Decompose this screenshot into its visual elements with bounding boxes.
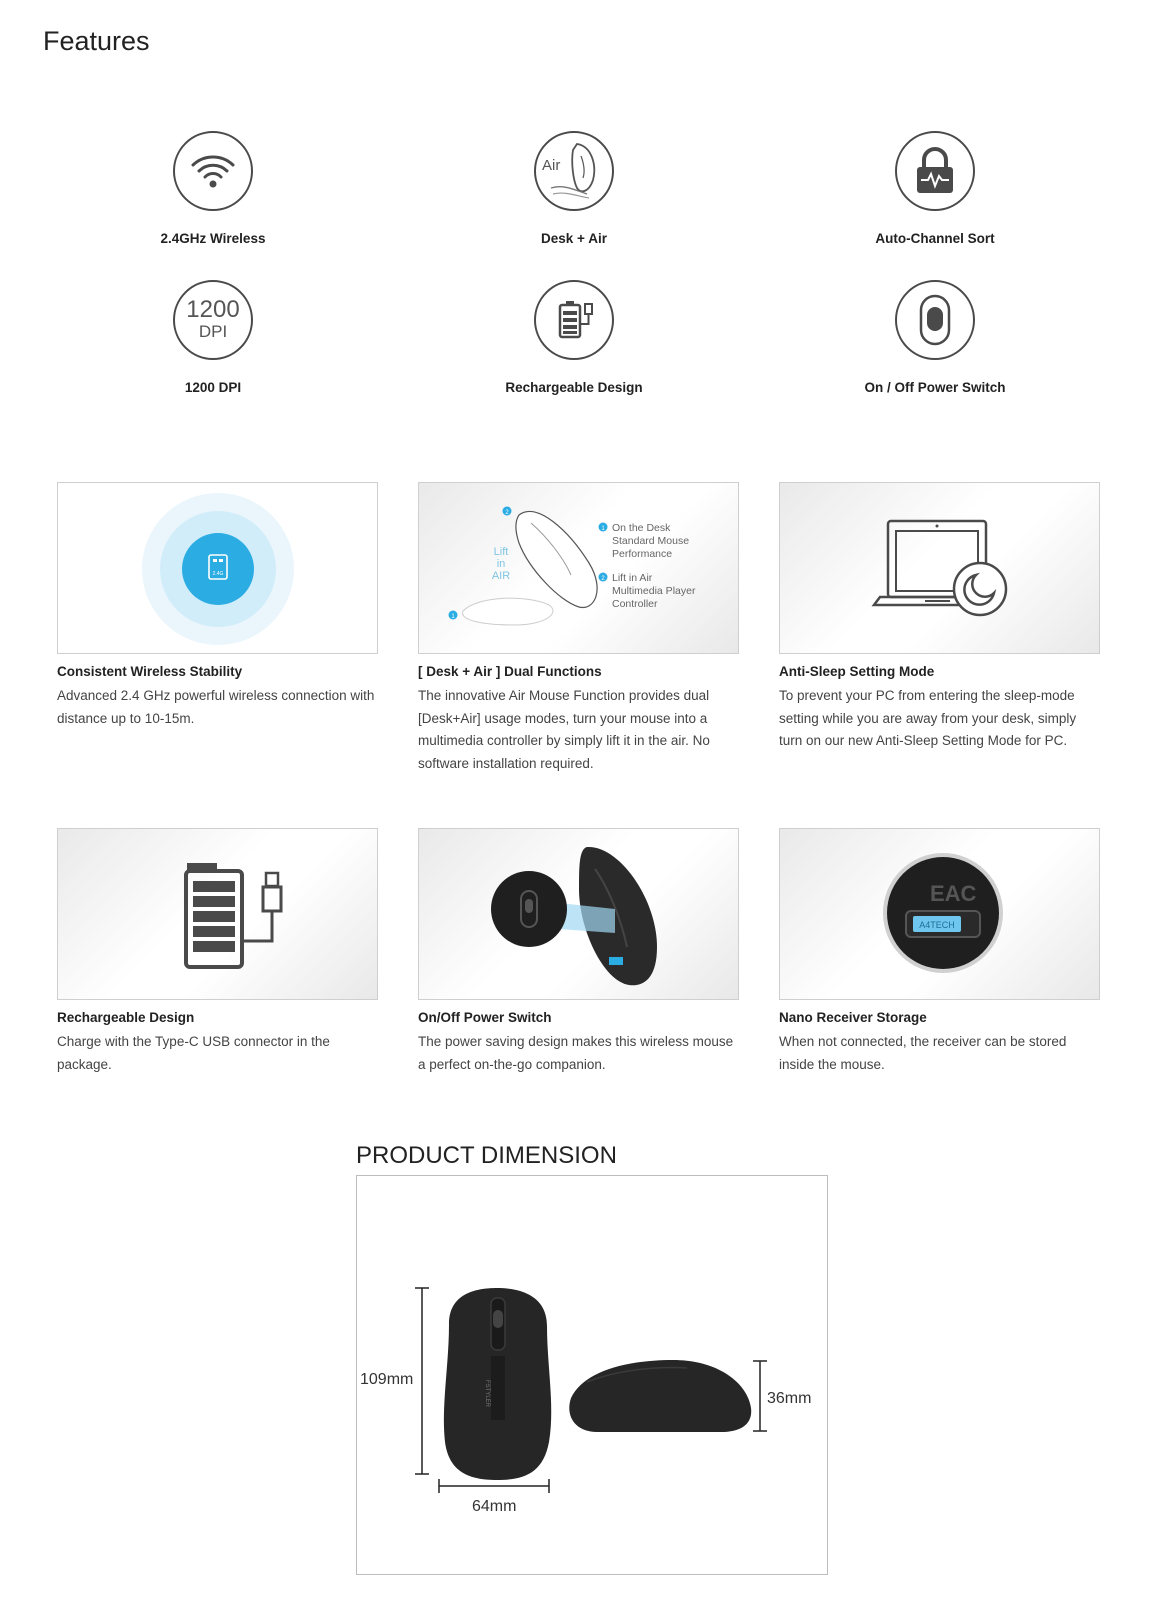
air-hand-icon	[534, 131, 614, 211]
lock-pulse-icon	[895, 131, 975, 211]
card-title: On/Off Power Switch	[418, 1010, 552, 1025]
mode1-line2: Standard Mouse	[612, 535, 690, 547]
card-title: Rechargeable Design	[57, 1010, 195, 1025]
card-title: Consistent Wireless Stability	[57, 664, 243, 679]
air-icon-text: Air	[542, 157, 561, 174]
card-text: The power saving design makes this wireless mouse a perfect on-the-go companion.	[418, 1034, 734, 1072]
feature-desk-air	[454, 131, 694, 246]
card-nano-receiver	[779, 828, 1100, 1076]
mouse-brand: FSTYLER	[484, 1380, 490, 1408]
feature-auto-channel	[815, 131, 1055, 246]
card-power-switch	[418, 828, 739, 1076]
card-desk-air	[418, 482, 739, 775]
laptop-moon-icon	[779, 482, 1100, 654]
mode2-line2: Multimedia Player	[612, 585, 696, 597]
legend-marker-2: 2	[601, 576, 605, 582]
receiver-storage-icon	[779, 828, 1100, 1000]
feature-label: 1200 DPI	[184, 380, 242, 395]
wireless-receiver-icon	[57, 482, 378, 654]
feature-wireless	[93, 131, 333, 246]
card-title: Nano Receiver Storage	[779, 1010, 927, 1025]
card-anti-sleep	[779, 482, 1100, 753]
mode2-line3: Controller	[612, 598, 658, 610]
receiver-brand: A4TECH	[919, 920, 955, 930]
dpi-value: 1200	[186, 296, 240, 323]
feature-label: On / Off Power Switch	[864, 380, 1006, 395]
card-text: The innovative Air Mouse Function provides dual [Desk+Air] usage modes, turn your mouse into a multimedia controller by simply lift it in the air. No software installation required.	[418, 688, 710, 771]
feature-label: Desk + Air	[541, 231, 607, 246]
feature-label: 2.4GHz Wireless	[160, 231, 266, 246]
mode1-line3: Performance	[612, 548, 673, 560]
mode1-line1: On the Desk	[612, 522, 671, 534]
length-label: 109mm	[360, 1371, 414, 1388]
legend-marker-1: 1	[601, 526, 605, 532]
receiver-text: 2.4G	[212, 571, 224, 577]
eac-mark: EAC	[930, 881, 977, 906]
height-label: 36mm	[767, 1390, 812, 1407]
wifi-icon	[173, 131, 253, 211]
marker-2: 2	[505, 510, 509, 516]
battery-icon	[534, 280, 614, 360]
dpi-icon	[173, 280, 253, 360]
card-title: Anti-Sleep Setting Mode	[779, 664, 935, 679]
desk-air-mouse-icon	[418, 482, 739, 654]
feature-label: Rechargeable Design	[505, 380, 643, 395]
dpi-unit: DPI	[198, 322, 228, 341]
feature-label: Auto-Channel Sort	[875, 231, 995, 246]
dimension-figure	[356, 1175, 828, 1575]
width-label: 64mm	[472, 1498, 517, 1515]
lift-label-3: AIR	[491, 570, 511, 582]
battery-usb-icon	[57, 828, 378, 1000]
card-rechargeable	[57, 828, 378, 1076]
lift-label-1: Lift	[493, 546, 509, 558]
power-switch-icon	[895, 280, 975, 360]
card-text: When not connected, the receiver can be stored inside the mouse.	[779, 1034, 1067, 1072]
mouse-switch-icon	[418, 828, 739, 1000]
feature-power-switch	[815, 280, 1055, 395]
lift-label-2: in	[496, 558, 506, 570]
marker-1: 1	[451, 614, 455, 620]
page-title: Features	[43, 26, 150, 56]
card-wireless-stability	[57, 482, 378, 730]
feature-dpi	[93, 280, 333, 395]
card-text: Charge with the Type-C USB connector in the package.	[57, 1034, 330, 1072]
dimension-title: PRODUCT DIMENSION	[356, 1142, 617, 1169]
card-title: [ Desk + Air ] Dual Functions	[418, 664, 602, 679]
card-text: Advanced 2.4 GHz powerful wireless connection with distance up to 10-15m.	[57, 688, 375, 726]
feature-rechargeable	[454, 280, 694, 395]
card-text: To prevent your PC from entering the sleep-mode setting while you are away from your desk, simply turn on our new Anti-Sleep Setting Mode for PC.	[779, 688, 1077, 748]
mode2-line1: Lift in Air	[612, 572, 653, 584]
mouse-dimension-drawing	[357, 1176, 827, 1574]
